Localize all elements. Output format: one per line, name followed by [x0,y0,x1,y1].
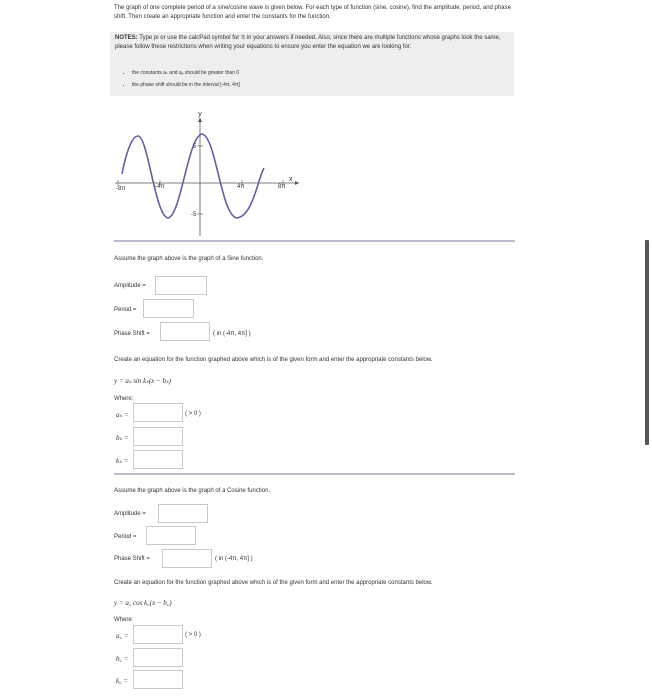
notes-text [115,34,511,52]
sine-phase-input[interactable] [160,322,210,341]
cosine-where-label: Where: [114,617,134,623]
y-tick-label: 5 [193,144,197,150]
cosine-phase-label: Phase Shift = [114,556,150,562]
intro-text: The graph of one complete period of a sine/cosine wave is given below. For each type of function (sine, cosine), find the amplitude, period, and phase shift. Then create an appropriate function and enter the constants for the function. [114,5,511,20]
scrollbar[interactable] [645,240,649,445]
y-axis-arrow [198,118,202,122]
y-tick-label: -5 [191,212,197,218]
x-tick-label: -4π [155,184,165,190]
wave-graph [113,108,303,240]
sine-assume-text: Assume the graph above is the graph of a Sine function. [114,256,264,262]
cosine-formula: y = a꜀ cos k꜀(x − b꜀) [114,599,172,607]
sine-a-input[interactable] [133,403,183,422]
notes-body: Type pi or use the calcPad symbol for π in your answers if needed. Also, since there are multiple functions whose graphs look the same, please follow these restrictions when writing your equations to ensure you enter the equation we are looking for: [115,35,501,50]
sine-amplitude-input[interactable] [155,276,207,295]
section-divider [114,473,515,475]
cosine-k-label: k꜀ = [116,677,129,685]
cosine-assume-text: Assume the graph above is the graph of a Cosine function. [114,488,271,494]
section-divider [114,240,515,242]
sine-create-text: Create an equation for the function graphed above which is of the given form and enter the appropriate constants below. [114,357,433,363]
sine-where-label: Where: [114,396,134,402]
cosine-amplitude-input[interactable] [158,504,208,523]
wave-graph-svg [113,108,303,238]
sine-period-label: Period = [114,307,137,313]
cosine-a-label: a꜀ = [116,632,129,640]
notes-bullet: • the constants aₛ and aₑ should be greater than 0 [132,67,240,79]
x-axis-label: x [289,176,293,183]
cosine-b-label: b꜀ = [116,655,129,663]
notes-bullet: • the phase shift should be in the interval [-4π, 4π] [132,79,240,91]
x-axis-arrow [295,181,299,185]
sine-k-input[interactable] [133,450,183,469]
y-axis-label: y [198,111,202,118]
notes-list [120,67,240,91]
cosine-phase-hint: ( in (-4π, 4π] ) [215,556,253,562]
notes-heading: NOTES: [115,35,138,41]
cosine-a-hint: ( > 0 ) [185,632,201,638]
sine-a-label: aₛ = [116,411,129,419]
notes-box [110,32,514,96]
sine-b-input[interactable] [133,427,183,446]
sine-a-hint: ( > 0 ) [185,411,201,417]
x-tick-label: 8π [278,184,286,190]
cosine-create-text: Create an equation for the function graphed above which is of the given form and enter the appropriate constants below. [114,580,433,586]
sine-phase-label: Phase Shift = [114,331,150,337]
sine-period-input[interactable] [143,299,194,318]
cosine-a-input[interactable] [133,625,183,644]
sine-formula: y = aₛ sin kₛ(x − bₛ) [114,377,171,385]
cosine-k-input[interactable] [133,670,183,689]
sine-b-label: bₛ = [116,434,129,442]
cosine-period-input[interactable] [146,526,196,545]
x-tick-label: -8π [116,186,126,192]
cosine-amplitude-label: Amplitude = [114,511,146,517]
sine-phase-hint: ( in (-4π, 4π] ) [213,331,251,337]
x-tick-label: 4π [237,184,245,190]
sine-k-label: kₛ = [116,457,129,465]
cosine-period-label: Period = [114,534,137,540]
cosine-b-input[interactable] [133,648,183,667]
sine-amplitude-label: Amplitude = [114,283,146,289]
cosine-phase-input[interactable] [162,549,212,568]
